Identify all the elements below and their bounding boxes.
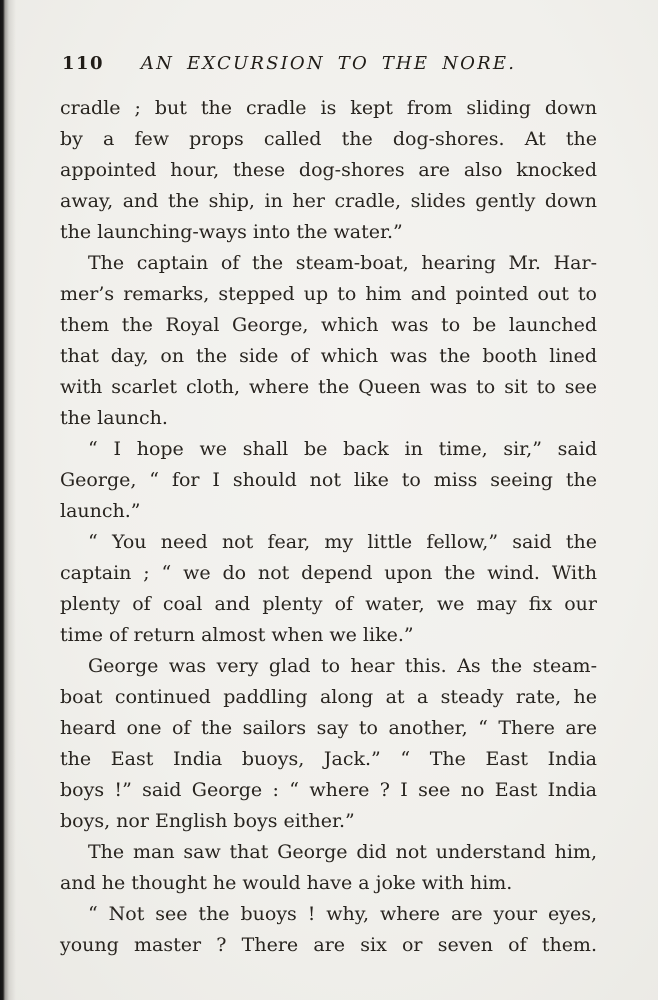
text-line: by a few props called the dog-shores. At the: [60, 128, 597, 150]
text-line: George, “ for I should not like to miss seeing the: [60, 469, 597, 491]
text-line: “ Not see the buoys ! why, where are your eyes,: [88, 903, 597, 925]
text-line: appointed hour, these dog-shores are also knocked: [60, 159, 597, 181]
running-head: AN EXCURSION TO THE NORE.: [140, 53, 517, 74]
text-line: cradle ; but the cradle is kept from sliding down: [60, 97, 597, 119]
paragraph: [60, 93, 597, 248]
text-line: with scarlet cloth, where the Queen was to sit to see: [60, 376, 597, 398]
page-number: 110: [62, 53, 105, 74]
text-line: and he thought he would have a joke with him.: [60, 872, 513, 894]
text-line: heard one of the sailors say to another, “ There are: [60, 717, 597, 739]
text-line: boys !” said George : “ where ? I see no East India: [60, 779, 597, 801]
text-line: boat continued paddling along at a steady rate, he: [60, 686, 597, 708]
text-line: “ You need not fear, my little fellow,” said the: [88, 531, 597, 553]
page-header: [60, 50, 597, 78]
paragraph: [60, 248, 597, 434]
text-line: away, and the ship, in her cradle, slides gently down: [60, 190, 597, 212]
text-line: that day, on the side of which was the booth lined: [60, 345, 597, 367]
text-line: young master ? There are six or seven of them.: [60, 934, 597, 956]
text-line: time of return almost when we like.”: [60, 624, 414, 646]
text-line: boys, nor English boys either.”: [60, 810, 355, 832]
paragraph: [60, 899, 597, 961]
text-line: captain ; “ we do not depend upon the wind. With: [60, 562, 597, 584]
paragraph: [60, 434, 597, 527]
text-line: The man saw that George did not understand him,: [88, 841, 597, 863]
text-line: “ I hope we shall be back in time, sir,” said: [88, 438, 597, 460]
paragraph: [60, 837, 597, 899]
text-line: mer’s remarks, stepped up to him and pointed out to: [60, 283, 597, 305]
paragraph: [60, 651, 597, 837]
text-line: the launching-ways into the water.”: [60, 221, 403, 243]
scan-gutter-shadow: [0, 0, 16, 1000]
text-line: George was very glad to hear this. As the steam-: [88, 655, 597, 677]
text-line: launch.”: [60, 500, 141, 522]
text-line: plenty of coal and plenty of water, we may fix our: [60, 593, 597, 615]
text-line: the launch.: [60, 407, 168, 429]
paragraph: [60, 527, 597, 651]
text-body: [60, 93, 597, 961]
text-line: The captain of the steam-boat, hearing Mr. Har-: [88, 252, 597, 274]
text-line: the East India buoys, Jack.” “ The East India: [60, 748, 597, 770]
text-line: them the Royal George, which was to be launched: [60, 314, 597, 336]
